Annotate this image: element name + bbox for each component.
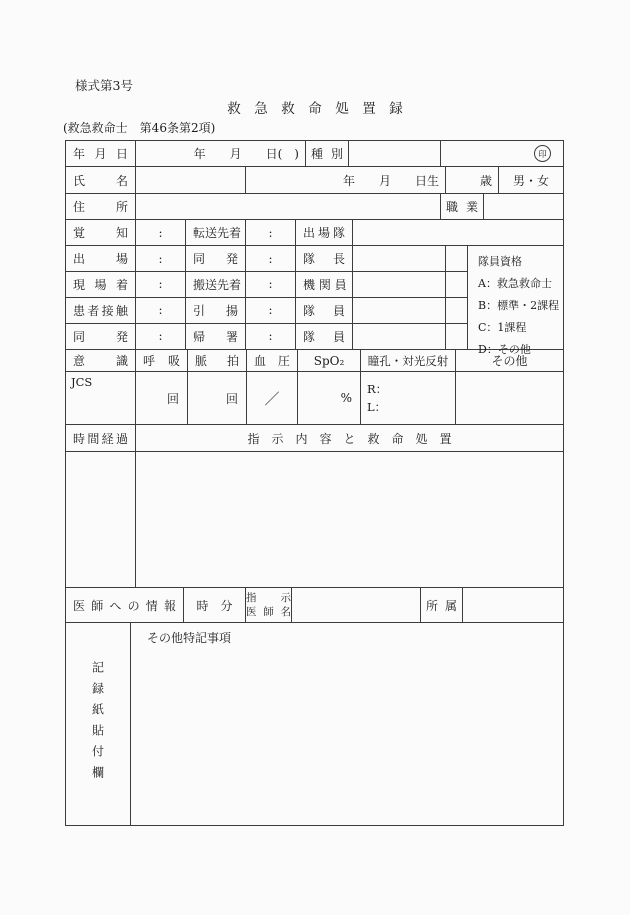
time-label-cell [186,246,246,271]
other-header: その他 [491,354,528,368]
time-label-cell [186,220,246,245]
vitals-header-cell [247,350,298,371]
pupil-right-label: R： [367,381,388,396]
spo2-value-cell [298,372,361,424]
type-value-cell [349,141,441,166]
paste-area-side-cell [66,623,131,825]
doctor-info-label: 医 師 へ の 情 報 [73,598,176,613]
date-value-template: 年 月 日( ) [193,147,299,161]
crew-qual-cell [446,324,468,349]
breath-unit: 回 [166,391,179,406]
other-value-cell [456,372,563,424]
time-value-cell [136,324,186,349]
name-label-cell [66,167,136,193]
timeline-label: 時間経過 [73,431,128,446]
time-label: 現 場 着 [73,277,128,292]
doctor-name-label: 医師名 [246,606,291,618]
directive-label: 指 示 [246,591,291,604]
address-value-cell [136,194,441,219]
qualification-item: A：救急救命士 [478,277,552,290]
vitals-header-cell [188,350,247,371]
row-time-contact [66,298,468,324]
time-colon: : [158,303,163,318]
crew-qual-cell [446,298,468,323]
affiliation-value-cell [463,588,563,622]
bp-value-cell [247,372,298,424]
vitals-header-cell [66,350,136,371]
qualification-item: C：1課程 [478,321,527,334]
qualification-title: 隊員資格 [478,255,522,268]
occupation-value-cell [484,194,563,219]
time-colon: : [158,277,163,292]
time-label: 引 揚 [193,303,238,318]
timeline-header-cell [136,425,563,451]
time-label: 同 発 [193,252,238,267]
timeline-header: 指 示 内 容 と 救 命 処 置 [247,431,452,446]
time-value-cell [246,246,296,271]
time-value-cell [246,220,296,245]
time-label-cell [186,324,246,349]
time-label-cell [186,272,246,296]
vitals-header-cell [298,350,361,371]
row-timeline-header [66,425,563,452]
crew-name-cell [353,272,446,296]
bp-slash: ／ [264,389,280,408]
time-label: 覚 知 [73,226,128,240]
directive-doctor-label-cell [246,588,292,622]
qualification-item: D：その他 [478,343,531,356]
seal-stamp-char: 印 [538,149,547,160]
row-time-awareness [66,220,563,246]
birthdate-template: 年 月 日生 [342,173,439,188]
time-value-cell [136,220,186,245]
crew-name-cell [353,298,446,323]
vitals-header-cell [361,350,456,371]
crew-label: 機 関 員 [303,277,347,292]
crew-value-cell [353,220,563,245]
crew-label-cell [296,220,353,245]
pupil-left-label: L： [367,400,387,414]
jcs-label: JCS [71,375,93,389]
date-label-cell [66,141,136,166]
special-notes-cell [131,623,563,825]
document-subtitle: (救急救命士 第46条第2項) [63,121,216,135]
time-colon: : [268,329,273,344]
crew-label-cell [296,246,353,271]
age-label: 歳 [479,173,492,188]
breath-header: 呼 吸 [143,354,180,368]
address-label: 住 所 [73,200,128,214]
qualification-legend [468,246,563,356]
crew-name-cell [353,246,446,271]
time-colon: : [268,277,273,292]
row-name [66,167,563,194]
occupation-label-cell [441,194,484,219]
crew-label-cell [296,324,353,349]
doctor-time-label: 時 分 [196,598,233,613]
paste-area-side-label: 記録紙貼付欄 [90,661,105,787]
timeline-label-cell [66,425,136,451]
name-label: 氏 名 [73,173,128,188]
birthdate-cell [246,167,446,193]
crew-label: 隊 員 [303,303,345,318]
crew-label-cell [296,298,353,323]
sex-label: 男・女 [512,173,549,188]
time-label-cell [186,298,246,323]
consciousness-header: 意 識 [73,354,128,368]
time-label-cell [66,220,136,245]
time-value-cell [136,298,186,323]
spo2-header: SpO₂ [313,353,345,368]
time-label: 同 発 [73,329,128,344]
timeline-time-column [66,452,136,587]
doctor-time-cell [184,588,246,622]
record-table [65,140,564,826]
doctor-info-label-cell [66,588,184,622]
occupation-label: 職 業 [446,200,478,214]
time-colon: : [158,329,163,344]
row-doctor-info [66,588,563,623]
affiliation-label: 所 属 [426,598,457,613]
time-colon: : [268,303,273,318]
row-group-times [66,246,563,356]
pupil-value-cell [361,372,456,424]
bp-header: 血 圧 [254,354,290,368]
crew-qual-cell [446,272,468,296]
pulse-unit: 回 [225,391,238,406]
timeline-content-column [136,452,563,587]
time-colon: : [158,225,163,240]
document-title: 救 急 救 命 処 置 録 [227,101,403,117]
time-colon: : [268,225,273,240]
time-colon: : [268,251,273,266]
row-paste-area [66,623,563,825]
time-label-cell [66,246,136,271]
time-label: 転送先着 [193,226,242,240]
time-label-cell [66,298,136,323]
row-timeline-body [66,452,563,588]
address-label-cell [66,194,136,219]
pupil-header: 瞳孔・対光反射 [367,353,449,368]
row-vitals-values [66,372,563,425]
time-value-cell [136,246,186,271]
seal-stamp-icon [534,145,551,162]
age-cell [446,167,499,193]
date-label: 年 月 日 [73,147,128,161]
breath-value-cell [136,372,188,424]
vitals-header-cell [136,350,188,371]
row-time-dispatch [66,246,468,272]
crew-label: 隊 長 [303,252,345,267]
row-date [66,141,563,167]
row-time-departure [66,324,468,349]
time-label: 患者接触 [73,303,128,318]
type-label-cell [306,141,349,166]
crew-qual-cell [446,246,468,271]
type-label: 種 別 [311,147,343,161]
doctor-name-value-cell [292,588,421,622]
affiliation-label-cell [421,588,463,622]
jcs-cell [66,372,136,424]
time-label: 帰 署 [193,329,238,344]
crew-label: 出場隊 [303,226,345,240]
time-subrows [66,246,468,349]
special-notes-label: その他特記事項 [147,631,232,645]
crew-name-cell [353,324,446,349]
qualification-item: B：標準・2課程 [478,299,560,312]
time-value-cell [246,298,296,323]
pulse-header: 脈 拍 [195,354,239,368]
crew-label-cell [296,272,353,296]
time-label: 搬送先着 [193,277,242,292]
stamp-cell [441,141,563,166]
date-value-cell [136,141,306,166]
vitals-header-cell [456,350,563,371]
time-label-cell [66,324,136,349]
form-number: 様式第3号 [75,78,133,93]
time-label: 出 場 [73,252,128,267]
sex-cell [499,167,563,193]
time-value-cell [136,272,186,296]
pulse-value-cell [188,372,247,424]
crew-label: 隊 員 [303,329,345,344]
row-time-arrival [66,272,468,297]
time-colon: : [158,251,163,266]
row-vitals-header [66,350,563,372]
spo2-unit: % [340,391,352,405]
name-value-cell [136,167,246,193]
time-value-cell [246,324,296,349]
time-label-cell [66,272,136,296]
time-value-cell [246,272,296,296]
row-address [66,194,563,220]
